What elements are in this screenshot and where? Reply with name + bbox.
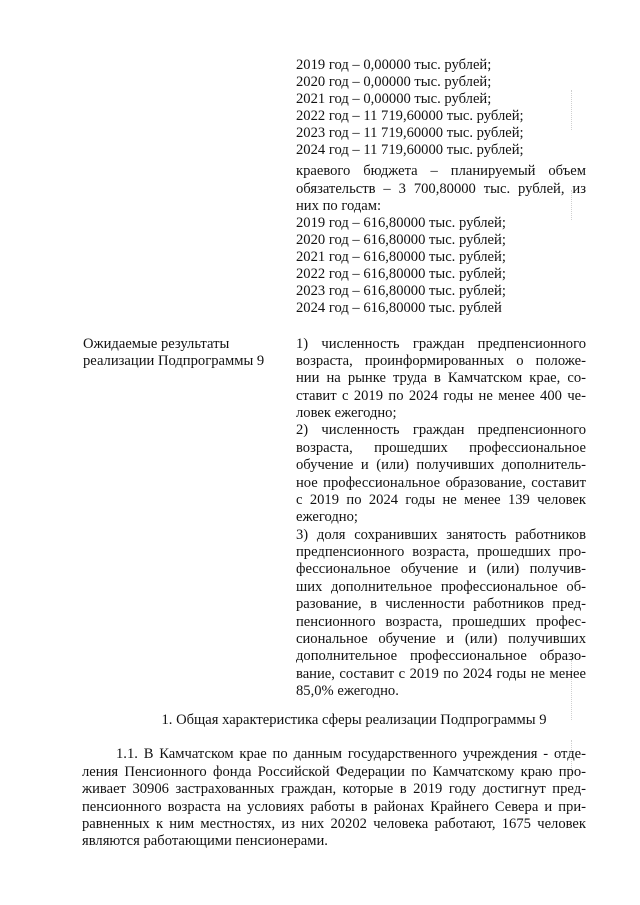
results-line: вание, составит с 2019 по 2024 годы не менее	[296, 666, 586, 682]
budget-year-line: 2019 год – 0,00000 тыс. рублей;	[296, 57, 492, 73]
regional-year-line: 2021 год – 616,80000 тыс. рублей;	[296, 249, 506, 265]
results-line: с 2019 по 2024 годы не менее 139 человек	[296, 492, 586, 508]
results-line: ежегодно;	[296, 509, 358, 525]
regional-year-line: 2020 год – 616,80000 тыс. рублей;	[296, 232, 506, 248]
results-line: ших дополнительное профессиональное об-	[296, 579, 586, 595]
budget-year-line: 2020 год – 0,00000 тыс. рублей;	[296, 74, 492, 90]
results-line: обучение и (или) получивших дополнитель-	[296, 457, 586, 473]
results-line: 1) численность граждан предпенсионного	[296, 336, 586, 352]
paragraph-line: равненных к ним местностях, из них 20202 человека работают, 1675 человек	[82, 816, 586, 832]
paragraph-line: являются работающими пенсионерами.	[82, 833, 328, 849]
regional-year-line: 2019 год – 616,80000 тыс. рублей;	[296, 215, 506, 231]
results-line: пенсионного возраста, прошедших профес-	[296, 614, 586, 630]
regional-year-line: 2024 год – 616,80000 тыс. рублей	[296, 300, 502, 316]
regional-budget-text: них по годам:	[296, 198, 382, 214]
budget-year-line: 2022 год – 11 719,60000 тыс. рублей;	[296, 108, 524, 124]
paragraph-line: живает 30906 застрахованных граждан, которые в 2019 году достигнут пред-	[82, 781, 586, 797]
results-line: 85,0% ежегодно.	[296, 683, 399, 699]
results-line: фессиональное обучение и (или) получив-	[296, 561, 586, 577]
results-line: возраста, проинформированных о положе-	[296, 353, 586, 369]
results-line: 2) численность граждан предпенсионного	[296, 422, 586, 438]
regional-budget-text: краевого бюджета – планируемый объем	[296, 163, 586, 179]
paragraph-line: пенсионного возраста на условиях работы в районах Крайнего Севера и при-	[82, 799, 586, 815]
results-line: нии на рынке труда в Камчатском крае, со-	[296, 370, 586, 386]
results-line: ловек ежегодно;	[296, 405, 397, 421]
regional-year-line: 2023 год – 616,80000 тыс. рублей;	[296, 283, 506, 299]
paragraph-line: ления Пенсионного фонда Российской Федерации по Камчатскому краю про-	[82, 764, 586, 780]
regional-budget-text: обязательств – 3 700,80000 тыс. рублей, из	[296, 181, 586, 197]
section-heading: 1. Общая характеристика сферы реализации Подпрограммы 9	[161, 712, 547, 728]
paragraph-line: 1.1. В Камчатском крае по данным государственного учреждения - отде-	[116, 746, 586, 762]
results-line: дополнительное профессиональное образо-	[296, 648, 586, 664]
results-line: разование, в численности работников пред-	[296, 596, 586, 612]
results-line: ставит с 2019 по 2024 годы не менее 400 че-	[296, 388, 586, 404]
results-label: реализации Подпрограммы 9	[83, 353, 265, 369]
budget-year-line: 2023 год – 11 719,60000 тыс. рублей;	[296, 125, 524, 141]
results-line: сиональное обучение и (или) получивших	[296, 631, 586, 647]
results-line: предпенсионного возраста, прошедших про-	[296, 544, 586, 560]
results-line: 3) доля сохранивших занятость работников	[296, 527, 586, 543]
results-label: Ожидаемые результаты	[83, 336, 230, 352]
budget-year-line: 2021 год – 0,00000 тыс. рублей;	[296, 91, 492, 107]
results-line: ное профессиональное образование, составит	[296, 475, 586, 491]
results-line: возраста, прошедших профессиональное	[296, 440, 586, 456]
regional-year-line: 2022 год – 616,80000 тыс. рублей;	[296, 266, 506, 282]
budget-year-line: 2024 год – 11 719,60000 тыс. рублей;	[296, 142, 524, 158]
